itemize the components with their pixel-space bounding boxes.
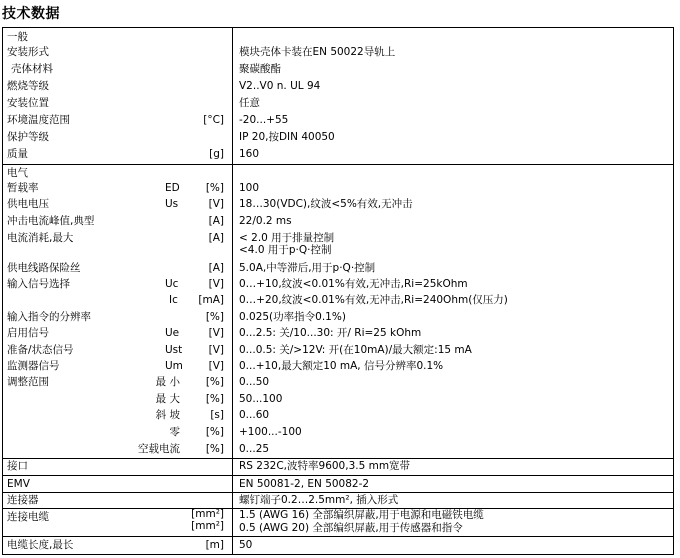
row-value: 任意 [239, 97, 260, 109]
row-value: 0...25 [239, 443, 270, 455]
row-sublabel: 零 [169, 426, 180, 438]
row-divider [3, 536, 673, 537]
row-value: 5.0A,中等滞后,用于p·Q·控制 [239, 262, 376, 274]
row-unit-secondary: [mm²] [191, 520, 224, 532]
row-unit: [mA] [198, 294, 224, 306]
row-value: 0...+10,最大额定10 mA, 信号分辨率0.1% [239, 360, 444, 372]
row-label: 电流消耗,最大 [7, 232, 74, 244]
row-label: 供电电压 [7, 198, 49, 210]
row-value: 0...60 [239, 409, 270, 421]
row-label: 准备/状态信号 [7, 344, 74, 356]
row-unit: [%] [205, 182, 224, 194]
section-divider [3, 458, 673, 459]
page-title: 技术数据 [2, 6, 60, 22]
row-symbol: Us [165, 198, 179, 210]
row-label: 冲击电流峰值,典型 [7, 215, 95, 227]
row-divider [3, 492, 673, 493]
row-symbol: Uc [165, 278, 179, 290]
row-unit: [%] [205, 426, 224, 438]
row-value: < 2.0 用于排量控制 [239, 232, 335, 244]
row-unit: [V] [208, 360, 224, 372]
row-unit: [mm²] [191, 508, 224, 520]
row-value: 模块壳体卡装在EN 50022导轨上 [239, 46, 396, 58]
row-value: 0...50 [239, 376, 270, 388]
row-label: 电缆长度,最长 [7, 539, 74, 551]
row-value: V2..V0 n. UL 94 [239, 80, 321, 92]
row-value-secondary: 0.5 (AWG 20) 全部编织屏蔽,用于传感器和指令 [239, 522, 463, 534]
row-label: 启用信号 [7, 327, 49, 339]
row-unit: [V] [208, 198, 224, 210]
row-unit: [%] [205, 376, 224, 388]
row-value: 螺钉端子0.2…2.5mm², 插入形式 [239, 494, 399, 506]
row-symbol: Ue [165, 327, 180, 339]
row-value: EN 50081-2, EN 50082-2 [239, 478, 370, 490]
row-sublabel: 空载电流 [138, 443, 180, 455]
row-value: 50 [239, 539, 253, 551]
row-label: 调整范围 [7, 376, 49, 388]
row-unit: [%] [205, 393, 224, 405]
row-unit: [A] [208, 232, 224, 244]
row-value: 1.5 (AWG 16) 全部编织屏蔽,用于电源和电磁铁电缆 [239, 509, 484, 521]
row-unit: [A] [208, 215, 224, 227]
row-value: 聚碳酸酯 [239, 63, 281, 75]
row-label: 燃烧等级 [7, 80, 49, 92]
row-value: 50...100 [239, 393, 283, 405]
row-symbol: Um [165, 360, 183, 372]
section-header-electrical: 电气 [7, 167, 28, 179]
row-label: 安装位置 [7, 97, 49, 109]
row-value: 100 [239, 182, 260, 194]
section-header-general: 一般 [7, 31, 28, 43]
row-label: 供电线路保险丝 [7, 262, 81, 274]
row-sublabel: 最 大 [155, 393, 180, 405]
row-value: 0...2.5: 关/10...30: 开/ Ri=25 kOhm [239, 327, 422, 339]
row-unit: [V] [208, 327, 224, 339]
row-value-secondary: <4.0 用于p·Q·控制 [239, 244, 332, 256]
row-label: 连接电缆 [7, 511, 49, 523]
row-symbol: Ic [169, 294, 178, 306]
row-value: -20...+55 [239, 114, 289, 126]
row-value: RS 232C,波特率9600,3.5 mm宽带 [239, 460, 411, 472]
row-label: 质量 [7, 148, 28, 160]
row-label: 环境温度范围 [7, 114, 70, 126]
row-value: +100...-100 [239, 426, 302, 438]
row-symbol: ED [165, 182, 180, 194]
row-unit: [m] [205, 539, 224, 551]
row-unit: [V] [208, 278, 224, 290]
row-label: 输入信号选择 [7, 278, 70, 290]
row-unit: [%] [205, 311, 224, 323]
row-symbol: Ust [165, 344, 183, 356]
row-value: 160 [239, 148, 260, 160]
row-divider [3, 475, 673, 476]
row-sublabel: 斜 坡 [155, 409, 180, 421]
section-divider [3, 164, 673, 165]
row-unit: [s] [210, 409, 224, 421]
row-label: 监测器信号 [7, 360, 60, 372]
row-value: 0.025(功率指令0.1%) [239, 311, 346, 323]
row-value: 0…+10,纹波<0.01%有效,无冲击,Ri=25kOhm [239, 278, 468, 290]
row-value: 18…30(VDC),纹波<5%有效,无冲击 [239, 198, 413, 210]
row-label: 暂载率 [7, 182, 39, 194]
row-unit: [g] [209, 148, 224, 160]
row-unit: [%] [205, 443, 224, 455]
row-unit: [°C] [203, 114, 224, 126]
row-label: 保护等级 [7, 131, 49, 143]
row-value: IP 20,按DIN 40050 [239, 131, 335, 143]
row-value: 0...0.5: 关/>12V: 开(在10mA)/最大额定:15 mA [239, 344, 472, 356]
row-unit: [V] [208, 344, 224, 356]
row-label: 壳体材料 [11, 63, 53, 75]
row-value: 22/0.2 ms [239, 215, 292, 227]
row-unit: [A] [208, 262, 224, 274]
row-label: 安装形式 [7, 46, 49, 58]
row-label: EMV [7, 478, 30, 490]
row-label: 连接器 [7, 494, 39, 506]
row-label: 接口 [7, 460, 28, 472]
row-sublabel: 最 小 [155, 376, 180, 388]
row-value: 0…+20,纹波<0.01%有效,无冲击,Ri=240Ohm(仅压力) [239, 294, 508, 306]
row-label: 输入指令的分辨率 [7, 311, 91, 323]
spec-table [2, 27, 674, 555]
